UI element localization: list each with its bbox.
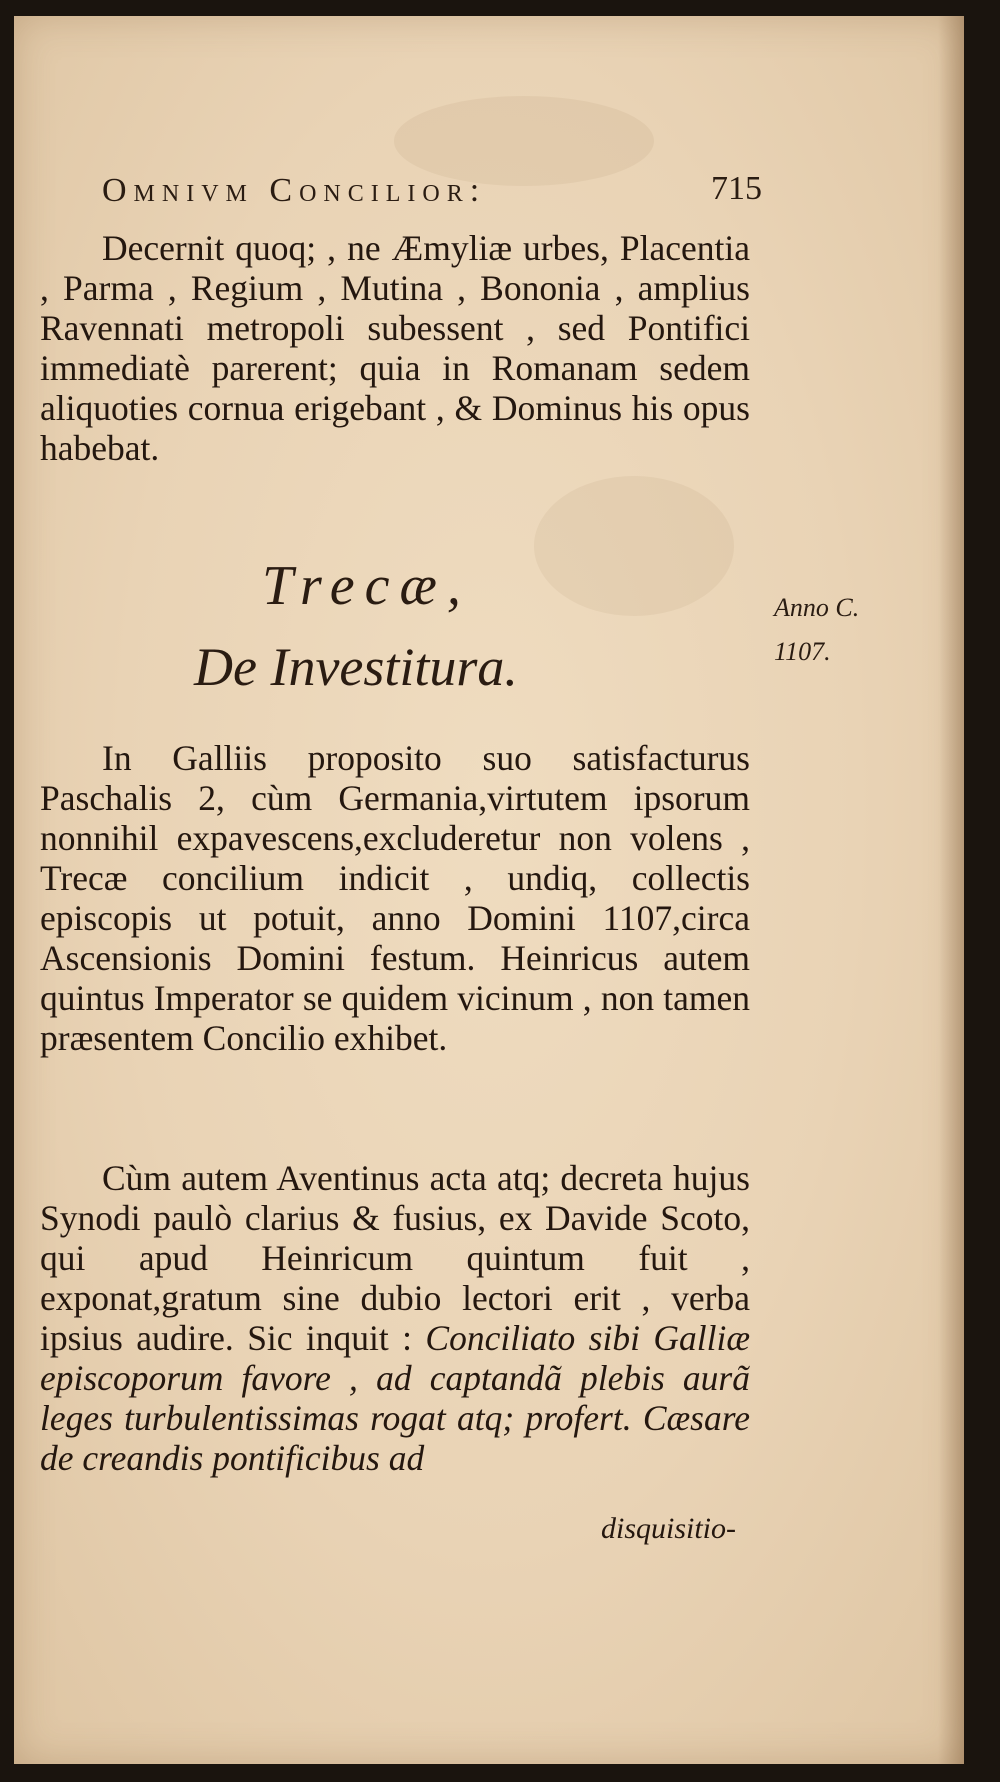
paragraph-in-galliis: In Galliis proposito suo satisfacturus Paschalis 2, cùm Germania,virtutem ipsorum nonnihil expavescens,excluderetur non volens , Trecæ concilium indicit , undiq, collectis episcopis ut potuit, anno Domini 1107,circa Ascensionis Domini festum. Heinricus autem quintus Imperator se quidem vicinum , non tamen præsentem Concilio exhibet. bbox=[40, 738, 750, 1058]
paragraph-cum-autem-roman: Cùm autem Aventinus acta atq; decreta hujus Synodi paulò clarius & fusius, ex Davide Scoto, qui apud Heinricum quintum fuit , exponat,gratum sine dubio lectori erit , verba ipsius audire. Sic inquit : bbox=[40, 1158, 750, 1358]
paper-stain bbox=[534, 476, 734, 616]
catchword: disquisitio- bbox=[600, 1512, 736, 1545]
book-page bbox=[14, 16, 964, 1764]
margin-note-year bbox=[774, 586, 884, 674]
running-title: Omnivm Concilior: bbox=[102, 172, 487, 209]
running-header bbox=[102, 166, 762, 216]
page-gutter-shadow bbox=[938, 16, 964, 1764]
page-number: 715 bbox=[711, 170, 762, 207]
margin-note-line2: 1107. bbox=[774, 637, 831, 666]
section-subtitle: De Investitura. bbox=[194, 637, 518, 697]
paragraph-decernit: Decernit quoq; , ne Æmyliæ urbes, Placentia , Parma , Regium , Mutina , Bononia , amplius Ravennati metropoli subessent , sed Pontifici immediatè parerent; quia in Romanam sedem aliquoties cornua erigebant , & Dominus his opus habebat. bbox=[40, 228, 750, 468]
paragraph-cum-autem bbox=[40, 1158, 750, 1478]
section-title: Trecæ, bbox=[262, 555, 471, 617]
paragraph-cum-autem-quotation: Conciliato sibi Galliæ episcoporum favore , ad captandã plebis aurã leges turbulentissimas rogat atq; profert. Cæsare de creandis pontificibus ad bbox=[40, 1318, 750, 1478]
margin-note-line1: Anno C. bbox=[774, 593, 860, 622]
